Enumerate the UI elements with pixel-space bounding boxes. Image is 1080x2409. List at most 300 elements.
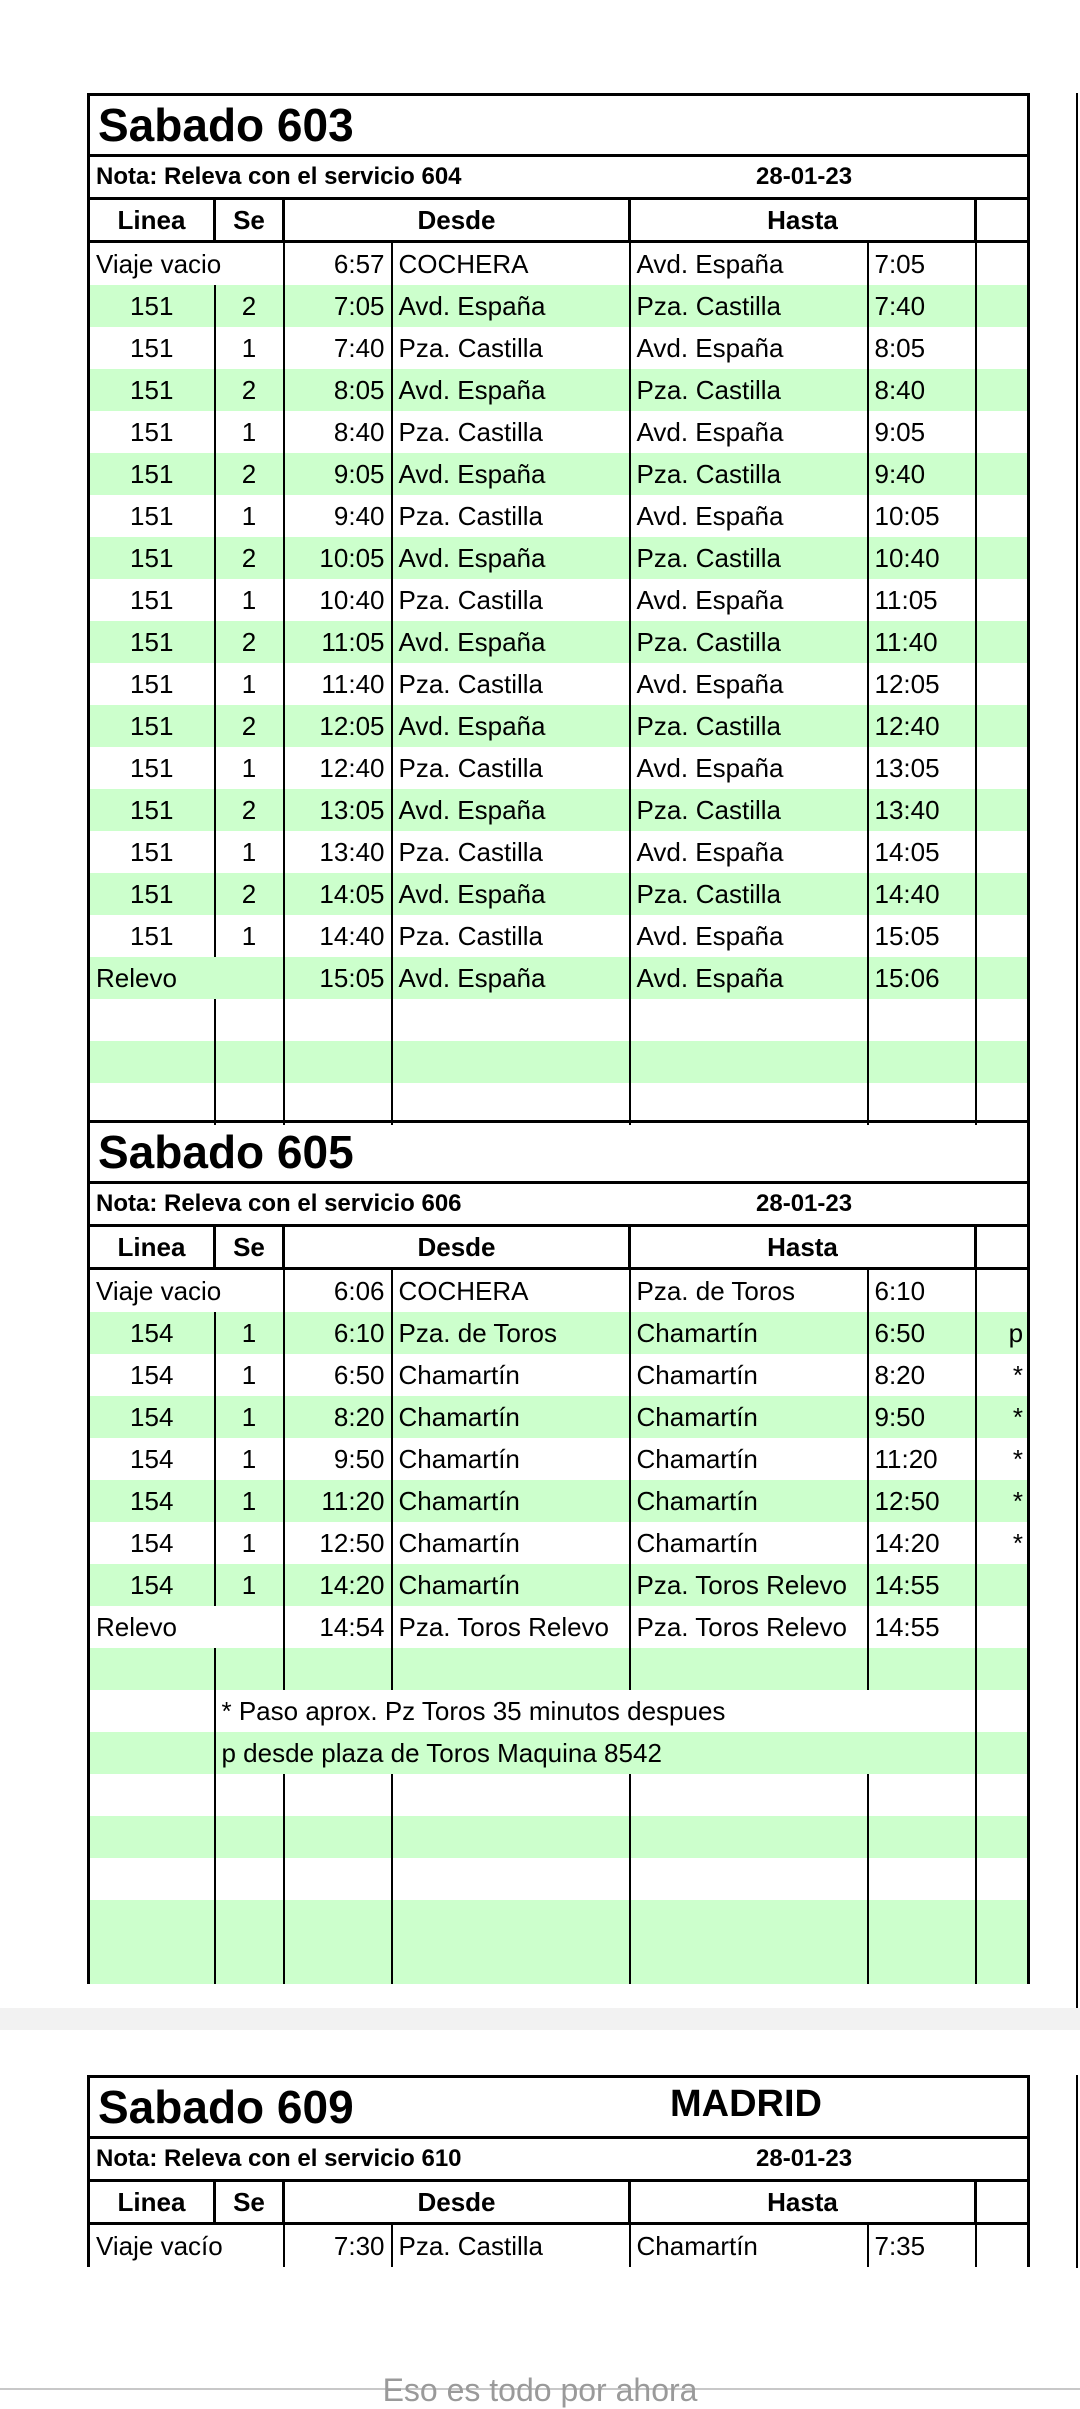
cell-desde: Avd. España — [392, 957, 630, 999]
cell-desde: COCHERA — [392, 1269, 630, 1313]
cell-se — [215, 1083, 284, 1125]
cell-se: 2 — [215, 789, 284, 831]
cell-mark — [976, 1690, 1029, 1732]
table-row — [89, 1648, 1029, 1690]
header-linea: Linea — [89, 2181, 215, 2224]
cell-linea: 151 — [89, 369, 215, 411]
cell-hasta: Avd. España — [630, 327, 868, 369]
page-edge-line — [1076, 2075, 1078, 2300]
cell-linea: 151 — [89, 705, 215, 747]
cell-desde: Avd. España — [392, 789, 630, 831]
cell-mark — [976, 579, 1029, 621]
cell-hora-salida: 13:40 — [284, 831, 392, 873]
cell-mark — [976, 1041, 1029, 1083]
cell-hora-salida — [284, 999, 392, 1041]
cell-hasta: Avd. España — [630, 915, 868, 957]
cell-desde: Avd. España — [392, 873, 630, 915]
service-date: 28-01-23 — [756, 1190, 853, 1217]
cell-linea — [89, 1083, 215, 1125]
cell-hasta: Avd. España — [630, 242, 868, 286]
cell-desde: Chamartín — [392, 1354, 630, 1396]
table-row — [89, 1396, 1029, 1438]
cell-linea: Relevo — [89, 957, 215, 999]
cell-se: 2 — [215, 369, 284, 411]
cell-desde: Avd. España — [392, 453, 630, 495]
cell-hasta: Avd. España — [630, 831, 868, 873]
empty-cell — [392, 1942, 630, 1984]
empty-cell — [868, 1942, 976, 1984]
cell-se — [215, 1606, 284, 1648]
cell-hora-salida: 8:05 — [284, 369, 392, 411]
cell-se: 1 — [215, 831, 284, 873]
cell-desde: Pza. Castilla — [392, 747, 630, 789]
cell-linea: 151 — [89, 873, 215, 915]
cell-hasta: Chamartín — [630, 1438, 868, 1480]
cell-hora-llegada: 12:05 — [868, 663, 976, 705]
header-hasta: Hasta — [630, 2181, 976, 2224]
cell-hora-salida: 7:40 — [284, 327, 392, 369]
cell-mark — [976, 1732, 1029, 1774]
cell-hora-llegada: 13:40 — [868, 789, 976, 831]
header-desde: Desde — [284, 2181, 630, 2224]
page-separator — [0, 2008, 1080, 2030]
cell-se — [215, 1269, 284, 1313]
cell-hasta — [630, 1083, 868, 1125]
cell-mark — [976, 915, 1029, 957]
table-row — [89, 1942, 1029, 1984]
cell-mark — [976, 873, 1029, 915]
empty-cell — [215, 1858, 284, 1900]
cell-hora-salida: 15:05 — [284, 957, 392, 999]
cell-hora-salida: 11:20 — [284, 1480, 392, 1522]
cell-desde: Pza. Castilla — [392, 915, 630, 957]
empty-cell — [976, 1816, 1029, 1858]
cell-desde: Pza. Castilla — [392, 411, 630, 453]
cell-hora-llegada: 8:05 — [868, 327, 976, 369]
cell-hasta: Avd. España — [630, 663, 868, 705]
cell-mark: * — [976, 1438, 1029, 1480]
cell-hora-salida: 14:54 — [284, 1606, 392, 1648]
cell-linea: 154 — [89, 1312, 215, 1354]
footnote-text: p desde plaza de Toros Maquina 8542 — [215, 1732, 976, 1774]
empty-cell — [868, 1774, 976, 1816]
cell-desde — [392, 1041, 630, 1083]
cell-linea: 151 — [89, 495, 215, 537]
empty-cell — [215, 1942, 284, 1984]
cell-hora-salida: 7:30 — [284, 2224, 392, 2268]
city-label: MADRID — [670, 2083, 822, 2125]
empty-cell — [392, 1900, 630, 1942]
cell-hora-llegada: 15:05 — [868, 915, 976, 957]
header-se: Se — [215, 2181, 284, 2224]
empty-cell — [976, 1858, 1029, 1900]
cell-mark — [976, 621, 1029, 663]
cell-desde: Pza. Castilla — [392, 579, 630, 621]
table-row — [89, 663, 1029, 705]
header-desde: Desde — [284, 1226, 630, 1269]
cell-hasta: Chamartín — [630, 1354, 868, 1396]
cell-linea: 151 — [89, 537, 215, 579]
cell-se — [215, 957, 284, 999]
cell-hora-salida: 14:40 — [284, 915, 392, 957]
table-row — [89, 1269, 1029, 1313]
cell-hasta: Avd. España — [630, 411, 868, 453]
cell-hasta: Pza. Castilla — [630, 621, 868, 663]
cell-hora-llegada: 14:40 — [868, 873, 976, 915]
cell-desde: Avd. España — [392, 705, 630, 747]
cell-mark — [976, 747, 1029, 789]
cell-hora-salida: 12:50 — [284, 1522, 392, 1564]
cell-se: 1 — [215, 1312, 284, 1354]
cell-se — [215, 2224, 284, 2268]
header-mark — [976, 1226, 1029, 1269]
cell-se: 2 — [215, 453, 284, 495]
cell-mark — [976, 285, 1029, 327]
cell-linea: 154 — [89, 1354, 215, 1396]
cell-mark: * — [976, 1480, 1029, 1522]
cell-hora-salida: 8:20 — [284, 1396, 392, 1438]
table-row — [89, 579, 1029, 621]
block-title: Sabado 603 — [89, 95, 1029, 156]
cell-mark — [976, 327, 1029, 369]
cell-mark — [976, 537, 1029, 579]
header-se: Se — [215, 1226, 284, 1269]
cell-hora-salida: 8:40 — [284, 411, 392, 453]
empty-cell — [392, 1858, 630, 1900]
table-row — [89, 1522, 1029, 1564]
cell-desde: Chamartín — [392, 1564, 630, 1606]
cell-desde: Chamartín — [392, 1396, 630, 1438]
header-hasta: Hasta — [630, 199, 976, 242]
cell-se — [215, 1041, 284, 1083]
cell-hora-salida — [284, 1648, 392, 1690]
cell-se: 1 — [215, 663, 284, 705]
cell-hora-llegada: 15:06 — [868, 957, 976, 999]
cell-linea — [89, 1690, 215, 1732]
nota-text: Nota: Releva con el servicio 604 — [96, 163, 462, 190]
table-row — [89, 999, 1029, 1041]
cell-linea: 151 — [89, 453, 215, 495]
cell-hasta: Avd. España — [630, 495, 868, 537]
cell-hasta: Pza. Castilla — [630, 789, 868, 831]
empty-cell — [284, 1942, 392, 1984]
note-row — [89, 1732, 1029, 1774]
cell-hasta: Chamartín — [630, 1480, 868, 1522]
cell-hora-llegada: 8:20 — [868, 1354, 976, 1396]
empty-cell — [976, 1900, 1029, 1942]
cell-linea: 154 — [89, 1480, 215, 1522]
nota-text: Nota: Releva con el servicio 610 — [96, 2145, 462, 2172]
cell-linea: 151 — [89, 915, 215, 957]
cell-desde: Pza. Castilla — [392, 831, 630, 873]
empty-cell — [630, 1900, 868, 1942]
cell-hasta: Pza. Toros Relevo — [630, 1564, 868, 1606]
table-row — [89, 873, 1029, 915]
cell-hora-llegada: 10:05 — [868, 495, 976, 537]
cell-linea: Relevo — [89, 1606, 215, 1648]
cell-desde: Pza. de Toros — [392, 1312, 630, 1354]
cell-hasta — [630, 1648, 868, 1690]
cell-hora-llegada: 14:55 — [868, 1606, 976, 1648]
cell-mark — [976, 495, 1029, 537]
cell-hasta: Pza. Castilla — [630, 537, 868, 579]
cell-mark — [976, 1564, 1029, 1606]
cell-hora-llegada: 9:50 — [868, 1396, 976, 1438]
cell-hora-llegada: 8:40 — [868, 369, 976, 411]
cell-hora-llegada: 9:05 — [868, 411, 976, 453]
cell-se: 1 — [215, 1522, 284, 1564]
cell-desde: Avd. España — [392, 621, 630, 663]
footnote-text: * Paso aprox. Pz Toros 35 minutos despues — [215, 1690, 976, 1732]
cell-se — [215, 999, 284, 1041]
cell-hora-salida — [284, 1041, 392, 1083]
block-title: Sabado 605 — [89, 1122, 1029, 1183]
cell-mark: p — [976, 1312, 1029, 1354]
header-se: Se — [215, 199, 284, 242]
cell-hora-salida: 11:40 — [284, 663, 392, 705]
cell-hasta: Chamartín — [630, 1312, 868, 1354]
schedule-block-603 — [87, 93, 1027, 1125]
cell-hasta: Pza. Castilla — [630, 369, 868, 411]
cell-hora-llegada: 11:40 — [868, 621, 976, 663]
cell-hasta: Pza. Castilla — [630, 873, 868, 915]
empty-cell — [868, 1858, 976, 1900]
cell-hora-llegada: 12:40 — [868, 705, 976, 747]
empty-cell — [976, 1942, 1029, 1984]
cell-desde: Avd. España — [392, 369, 630, 411]
cell-hora-llegada — [868, 1083, 976, 1125]
empty-cell — [630, 1774, 868, 1816]
table-row — [89, 411, 1029, 453]
cell-linea: 154 — [89, 1522, 215, 1564]
cell-mark: * — [976, 1354, 1029, 1396]
cell-hora-salida: 10:40 — [284, 579, 392, 621]
schedule-table — [87, 93, 1030, 1125]
cell-hasta: Avd. España — [630, 747, 868, 789]
cell-hasta — [630, 999, 868, 1041]
cell-se — [215, 242, 284, 286]
cell-hora-salida: 6:57 — [284, 242, 392, 286]
cell-linea: Viaje vacio — [89, 1269, 215, 1313]
schedule-block-605 — [87, 1120, 1027, 1984]
cell-se: 1 — [215, 411, 284, 453]
cell-se: 1 — [215, 1438, 284, 1480]
cell-hasta — [630, 1041, 868, 1083]
cell-desde: Pza. Castilla — [392, 663, 630, 705]
cell-se: 1 — [215, 1354, 284, 1396]
header-linea: Linea — [89, 1226, 215, 1269]
table-row — [89, 369, 1029, 411]
table-row — [89, 789, 1029, 831]
cell-mark — [976, 1648, 1029, 1690]
empty-cell — [284, 1816, 392, 1858]
table-row — [89, 453, 1029, 495]
cell-desde — [392, 1648, 630, 1690]
service-date: 28-01-23 — [756, 2145, 853, 2172]
cell-hora-llegada — [868, 1041, 976, 1083]
cell-linea: 154 — [89, 1564, 215, 1606]
empty-cell — [215, 1816, 284, 1858]
table-row — [89, 1438, 1029, 1480]
table-row — [89, 1312, 1029, 1354]
cell-mark — [976, 411, 1029, 453]
cell-se: 1 — [215, 915, 284, 957]
cell-mark — [976, 1606, 1029, 1648]
cell-hasta: Pza. Castilla — [630, 285, 868, 327]
cell-hora-llegada: 7:40 — [868, 285, 976, 327]
cell-se: 1 — [215, 1564, 284, 1606]
cell-mark — [976, 663, 1029, 705]
table-row — [89, 1858, 1029, 1900]
table-row — [89, 537, 1029, 579]
empty-cell — [89, 1774, 215, 1816]
cell-hora-salida: 6:10 — [284, 1312, 392, 1354]
cell-mark — [976, 1083, 1029, 1125]
cell-se: 1 — [215, 327, 284, 369]
cell-mark — [976, 705, 1029, 747]
cell-hora-salida: 6:06 — [284, 1269, 392, 1313]
cell-se: 2 — [215, 873, 284, 915]
cell-linea: 151 — [89, 747, 215, 789]
cell-se: 1 — [215, 579, 284, 621]
cell-se — [215, 1648, 284, 1690]
empty-cell — [215, 1900, 284, 1942]
cell-se: 1 — [215, 1480, 284, 1522]
service-date: 28-01-23 — [756, 163, 853, 190]
header-hasta: Hasta — [630, 1226, 976, 1269]
cell-desde: Chamartín — [392, 1438, 630, 1480]
empty-cell — [284, 1774, 392, 1816]
cell-linea — [89, 999, 215, 1041]
empty-cell — [215, 1774, 284, 1816]
cell-hasta: Chamartín — [630, 1396, 868, 1438]
cell-linea: 151 — [89, 621, 215, 663]
cell-desde — [392, 999, 630, 1041]
cell-mark — [976, 789, 1029, 831]
cell-linea: Viaje vacío — [89, 2224, 215, 2268]
cell-hora-salida: 6:50 — [284, 1354, 392, 1396]
table-row — [89, 1083, 1029, 1125]
cell-hora-llegada: 7:35 — [868, 2224, 976, 2268]
cell-hasta: Avd. España — [630, 957, 868, 999]
cell-se: 1 — [215, 747, 284, 789]
cell-linea: 151 — [89, 411, 215, 453]
cell-hasta: Pza. de Toros — [630, 1269, 868, 1313]
cell-desde: COCHERA — [392, 242, 630, 286]
empty-cell — [89, 1900, 215, 1942]
header-linea: Linea — [89, 199, 215, 242]
cell-desde: Pza. Toros Relevo — [392, 1606, 630, 1648]
end-of-feed-text: Eso es todo por ahora — [382, 2372, 698, 2408]
cell-linea: 151 — [89, 579, 215, 621]
header-mark — [976, 199, 1029, 242]
table-row — [89, 1606, 1029, 1648]
cell-mark — [976, 2224, 1029, 2268]
cell-hora-llegada: 11:05 — [868, 579, 976, 621]
block-title: Sabado 609 — [89, 2077, 1029, 2138]
nota-row — [89, 2138, 1029, 2181]
table-row — [89, 1564, 1029, 1606]
cell-hora-salida: 12:05 — [284, 705, 392, 747]
nota-text: Nota: Releva con el servicio 606 — [96, 1190, 462, 1217]
cell-desde: Pza. Castilla — [392, 2224, 630, 2268]
table-row — [89, 1354, 1029, 1396]
cell-linea: 151 — [89, 789, 215, 831]
table-row — [89, 957, 1029, 999]
cell-hasta: Pza. Castilla — [630, 453, 868, 495]
cell-hora-salida: 14:05 — [284, 873, 392, 915]
header-mark — [976, 2181, 1029, 2224]
cell-hora-llegada: 13:05 — [868, 747, 976, 789]
cell-linea — [89, 1648, 215, 1690]
cell-hasta: Pza. Toros Relevo — [630, 1606, 868, 1648]
cell-hora-llegada: 11:20 — [868, 1438, 976, 1480]
cell-linea: 154 — [89, 1396, 215, 1438]
cell-linea: 151 — [89, 831, 215, 873]
cell-desde: Avd. España — [392, 537, 630, 579]
cell-hora-llegada: 14:55 — [868, 1564, 976, 1606]
cell-hora-llegada: 14:05 — [868, 831, 976, 873]
cell-linea: 151 — [89, 327, 215, 369]
cell-hora-salida: 9:50 — [284, 1438, 392, 1480]
cell-mark — [976, 831, 1029, 873]
table-row — [89, 831, 1029, 873]
cell-hora-llegada: 9:40 — [868, 453, 976, 495]
schedule-table — [87, 2075, 1030, 2267]
empty-cell — [392, 1816, 630, 1858]
cell-mark — [976, 453, 1029, 495]
cell-mark — [976, 999, 1029, 1041]
cell-hora-salida: 13:05 — [284, 789, 392, 831]
cell-se: 1 — [215, 1396, 284, 1438]
nota-row — [89, 1183, 1029, 1226]
table-row — [89, 327, 1029, 369]
cell-hora-salida: 12:40 — [284, 747, 392, 789]
cell-hora-salida: 7:05 — [284, 285, 392, 327]
cell-hora-llegada: 7:05 — [868, 242, 976, 286]
document-page-2 — [0, 2030, 1080, 2400]
cell-hora-llegada: 12:50 — [868, 1480, 976, 1522]
cell-desde: Avd. España — [392, 285, 630, 327]
cell-hora-salida: 11:05 — [284, 621, 392, 663]
cell-desde: Chamartín — [392, 1480, 630, 1522]
cell-desde: Chamartín — [392, 1522, 630, 1564]
cell-se: 2 — [215, 705, 284, 747]
table-row — [89, 495, 1029, 537]
cell-mark: * — [976, 1396, 1029, 1438]
cell-hasta: Pza. Castilla — [630, 705, 868, 747]
empty-cell — [392, 1774, 630, 1816]
cell-mark — [976, 1269, 1029, 1313]
empty-cell — [284, 1900, 392, 1942]
cell-linea — [89, 1041, 215, 1083]
cell-linea — [89, 1732, 215, 1774]
cell-hora-salida — [284, 1083, 392, 1125]
cell-desde — [392, 1083, 630, 1125]
cell-hora-salida: 14:20 — [284, 1564, 392, 1606]
empty-cell — [868, 1816, 976, 1858]
table-row — [89, 915, 1029, 957]
empty-cell — [868, 1900, 976, 1942]
cell-linea: 151 — [89, 285, 215, 327]
table-row — [89, 705, 1029, 747]
empty-cell — [976, 1774, 1029, 1816]
cell-hora-salida: 9:05 — [284, 453, 392, 495]
cell-hasta: Chamartín — [630, 1522, 868, 1564]
cell-se: 2 — [215, 285, 284, 327]
cell-mark — [976, 242, 1029, 286]
cell-mark: * — [976, 1522, 1029, 1564]
